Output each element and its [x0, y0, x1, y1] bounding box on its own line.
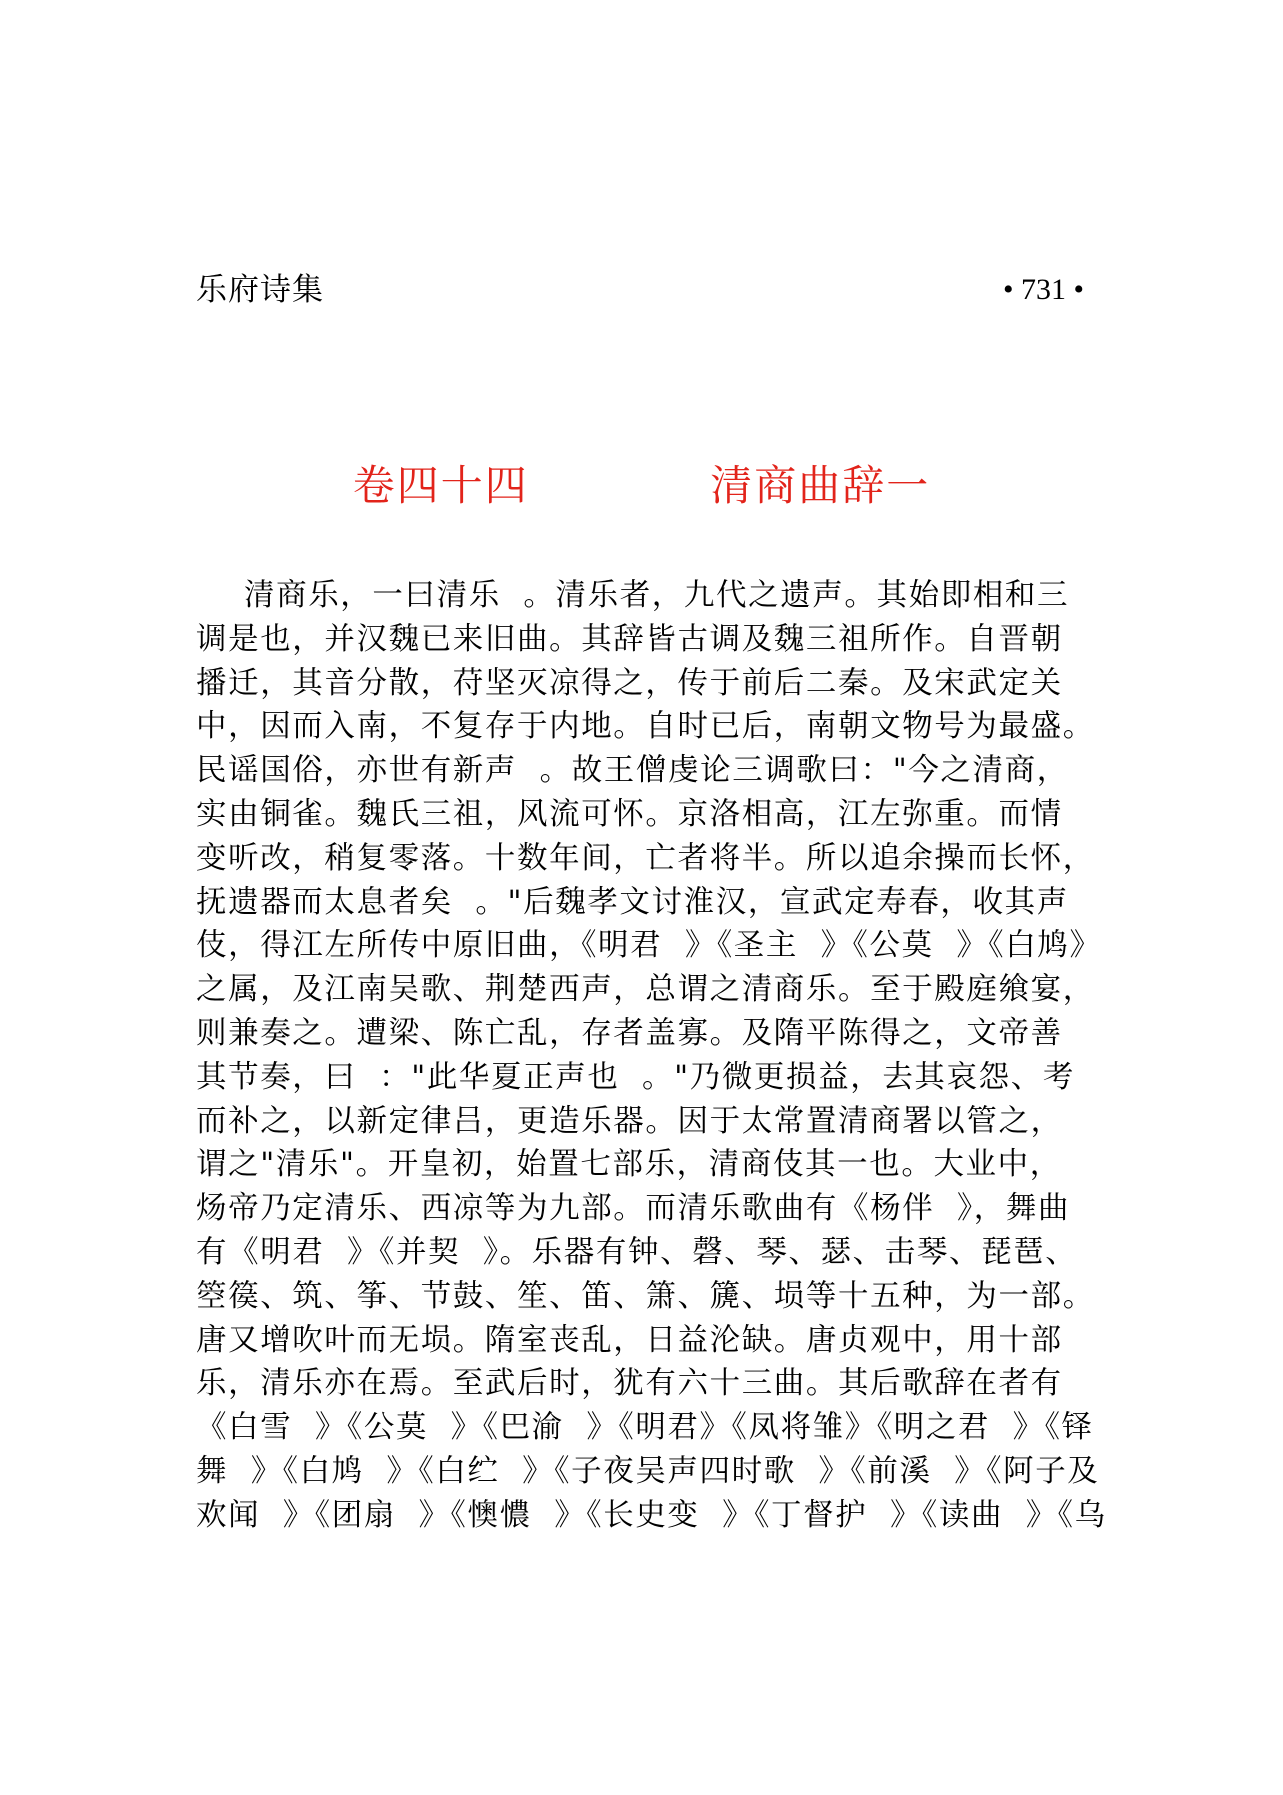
paragraph-line: 《白雪 》《公莫 》《巴渝 》《明君》《凤将雏》《明之君 》《铎	[196, 1410, 1094, 1446]
paragraph-line: 其节奏，曰 ："此华夏正声也 。"乃微更损益，去其哀怨、考	[196, 1059, 1075, 1095]
paragraph-line: 乐，清乐亦在焉。至武后时，犹有六十三曲。其后歌辞在者有	[196, 1366, 1063, 1402]
body-text	[196, 574, 1107, 1538]
paragraph-line: 清商乐，一曰清乐 。清乐者，九代之遗声。其始即相和三	[244, 578, 1070, 613]
paragraph-line: 欢闻 》《团扇 》《懊憹 》《长史变 》《丁督护 》《读曲 》《乌	[196, 1497, 1107, 1533]
paragraph-line: 实由铜雀。魏氏三祖，风流可怀。京洛相高，江左弥重。而情	[196, 796, 1063, 832]
paragraph-line: 谓之"清乐"。开皇初，始置七部乐，清商伎其一也。大业中，	[196, 1147, 1062, 1183]
paragraph-line: 炀帝乃定清乐、西凉等为九部。而清乐歌曲有《杨伴 》，舞曲	[196, 1191, 1071, 1227]
paragraph-line: 抚遗器而太息者矣 。"后魏孝文讨淮汉，宣武定寿春，收其声	[196, 884, 1069, 920]
page-number: • 731 •	[1002, 273, 1084, 306]
paragraph-line: 舞 》《白鸠 》《白纻 》《子夜吴声四时歌 》《前溪 》《阿子及	[196, 1453, 1100, 1489]
paragraph-line: 播迁，其音分散，苻坚灭凉得之，传于前后二秦。及宋武定关	[196, 665, 1063, 701]
paragraph-line: 箜篌、筑、筝、节鼓、笙、笛、箫、篪、埙等十五种，为一部。	[196, 1278, 1095, 1314]
paragraph-line: 则兼奏之。遭梁、陈亡乱，存者盖寡。及隋平陈得之，文帝善	[196, 1015, 1063, 1051]
paragraph-line: 唐又增吹叶而无埙。隋室丧乱，日益沦缺。唐贞观中，用十部	[196, 1322, 1063, 1358]
paragraph-line: 变听改，稍复零落。十数年间，亡者将半。所以追余操而长怀，	[196, 840, 1095, 876]
page-header	[196, 268, 1084, 312]
paragraph-line: 之属，及江南吴歌、荆楚西声，总谓之清商乐。至于殿庭飨宴，	[196, 972, 1095, 1008]
paragraph-line: 调是也，并汉魏已来旧曲。其辞皆古调及魏三祖所作。自晋朝	[196, 621, 1063, 657]
paragraph-line: 而补之，以新定律吕，更造乐器。因于太常置清商署以管之，	[196, 1103, 1063, 1139]
book-title: 乐府诗集	[196, 272, 324, 308]
paragraph-line: 伎，得江左所传中原旧曲，《明君 》《圣主 》《公莫 》《白鸠》	[196, 928, 1102, 964]
chapter-title: 卷四十四 清商曲辞一	[352, 461, 931, 510]
paragraph-line: 有《明君 》《并契 》。乐器有钟、磬、琴、瑟、击琴、琵琶、	[196, 1234, 1078, 1270]
paragraph-line: 中，因而入南，不复存于内地。自时已后，南朝文物号为最盛。	[196, 709, 1095, 745]
paragraph-line: 民谣国俗，亦世有新声 。故王僧虔论三调歌曰："今之清商，	[196, 753, 1069, 789]
